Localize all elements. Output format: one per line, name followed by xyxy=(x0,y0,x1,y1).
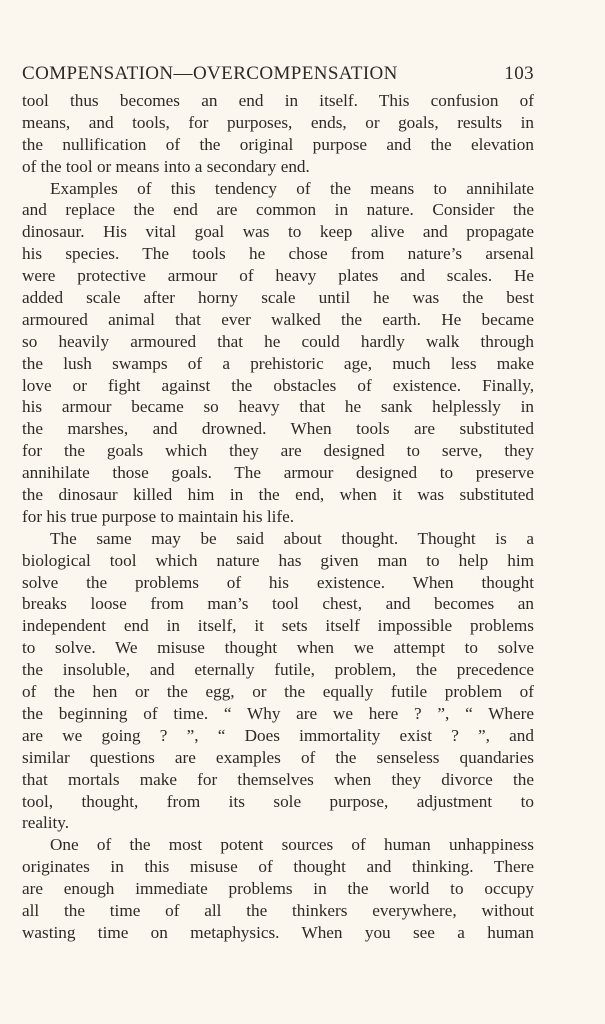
text-line: dinosaur. His vital goal was to keep alive and propagate xyxy=(22,222,534,242)
text-line: The same may be said about thought. Thought is a xyxy=(50,528,534,548)
page-number: 103 xyxy=(504,63,534,84)
text-line: added scale after horny scale until he was the best xyxy=(22,288,534,308)
text-line: means, and tools, for purposes, ends, or goals, results in xyxy=(22,112,534,132)
text-line: of the tool or means into a secondary end. xyxy=(22,156,310,176)
text-line: were protective armour of heavy plates and scales. He xyxy=(22,266,534,286)
text-line: the insoluble, and eternally futile, problem, the precedence xyxy=(22,660,534,680)
text-line: the dinosaur killed him in the end, when it was substituted xyxy=(22,485,534,505)
text-line: are enough immediate problems in the world to occupy xyxy=(22,879,534,899)
text-line: and replace the end are common in nature. Consider the xyxy=(22,200,534,220)
text-line: the nullification of the original purpose and the elevation xyxy=(22,134,534,154)
text-line: that mortals make for themselves when they divorce the xyxy=(22,769,534,789)
paragraph xyxy=(22,528,534,834)
body-text xyxy=(22,90,534,944)
running-header xyxy=(22,62,534,86)
text-line: tool, thought, from its sole purpose, adjustment to xyxy=(22,791,534,811)
text-line: armoured animal that ever walked the earth. He became xyxy=(22,309,534,329)
paragraph xyxy=(22,178,534,528)
text-line: independent end in itself, it sets itself impossible problems xyxy=(22,616,534,636)
text-line: his species. The tools he chose from nature’s arsenal xyxy=(22,244,534,264)
text-line: his armour became so heavy that he sank helplessly in xyxy=(22,397,534,417)
paragraph xyxy=(22,90,534,178)
text-line: the lush swamps of a prehistoric age, much less make xyxy=(22,353,534,373)
text-line: originates in this misuse of thought and thinking. There xyxy=(22,857,534,877)
paragraph xyxy=(22,834,534,943)
text-line: tool thus becomes an end in itself. This confusion of xyxy=(22,91,534,110)
text-line: reality. xyxy=(22,813,70,833)
text-line: so heavily armoured that he could hardly walk through xyxy=(22,331,534,351)
text-line: biological tool which nature has given man to help him xyxy=(22,550,534,570)
text-line: love or fight against the obstacles of existence. Finally, xyxy=(22,375,534,395)
text-line: Examples of this tendency of the means to annihilate xyxy=(50,178,534,198)
text-line: for the goals which they are designed to serve, they xyxy=(22,441,534,461)
text-line: the marshes, and drowned. When tools are substituted xyxy=(22,419,534,439)
text-line: of the hen or the egg, or the equally futile problem of xyxy=(22,682,534,702)
text-line: similar questions are examples of the senseless quandaries xyxy=(22,747,534,767)
text-line: breaks loose from man’s tool chest, and becomes an xyxy=(22,594,534,614)
text-line: One of the most potent sources of human unhappiness xyxy=(50,835,534,855)
text-line: for his true purpose to maintain his life. xyxy=(22,506,295,526)
text-line: annihilate those goals. The armour designed to preserve xyxy=(22,463,534,483)
text-line: are we going ? ”, “ Does immortality exist ? ”, and xyxy=(22,725,534,745)
text-line: all the time of all the thinkers everywhere, without xyxy=(22,900,534,920)
running-title: COMPENSATION—OVERCOMPENSATION xyxy=(22,63,398,84)
text-line: the beginning of time. “ Why are we here ? ”, “ Where xyxy=(22,703,534,723)
text-line: wasting time on metaphysics. When you see a human xyxy=(22,922,534,942)
text-line: solve the problems of his existence. When thought xyxy=(22,572,534,592)
text-line: to solve. We misuse thought when we attempt to solve xyxy=(22,638,534,658)
